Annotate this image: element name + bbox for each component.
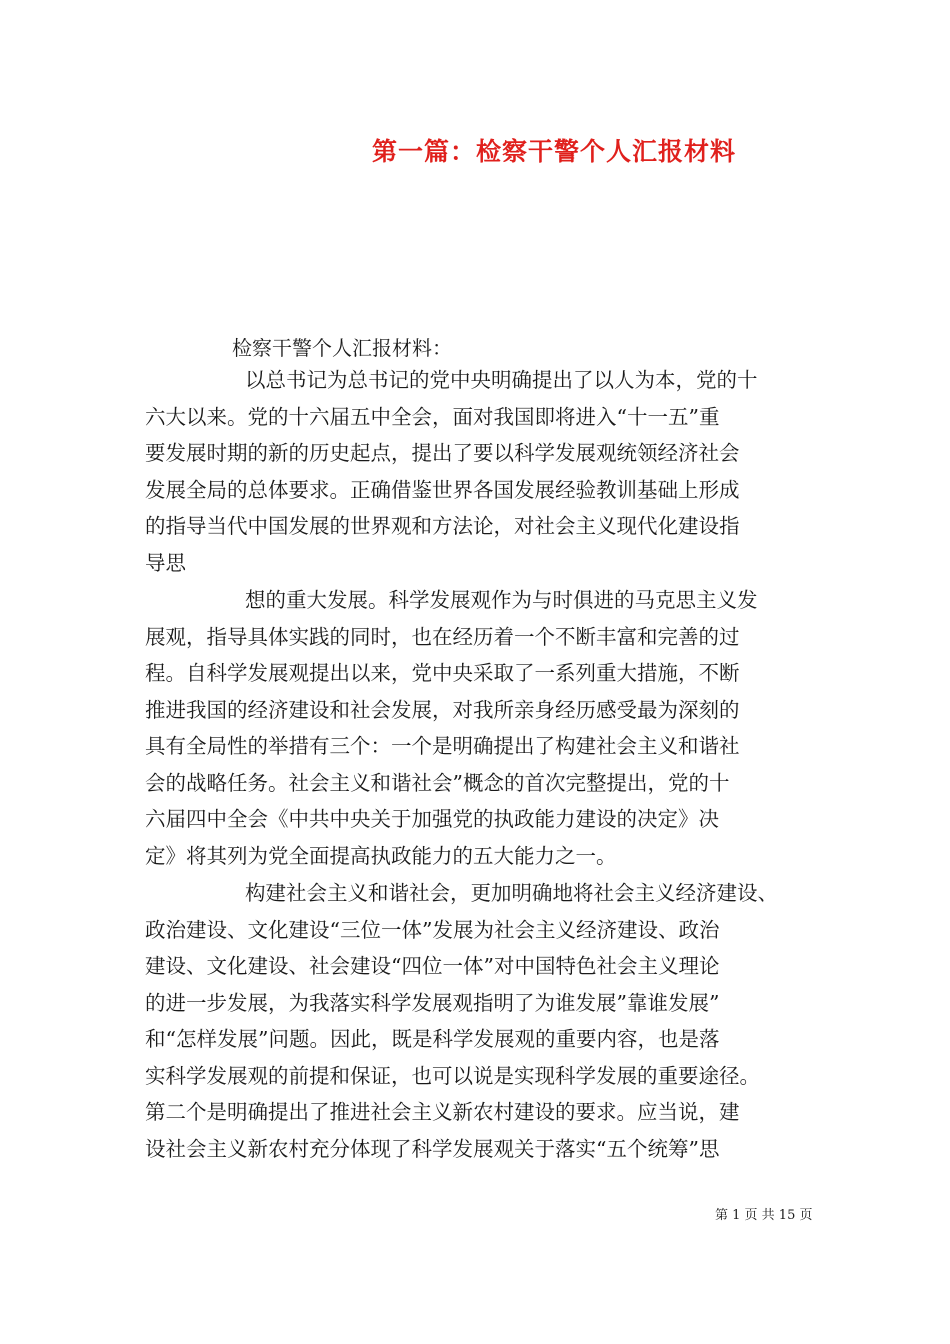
- text-line: 以总书记为总书记的党中央明确提出了以人为本，党的十: [245, 368, 758, 392]
- text-line: 想的重大发展。科学发展观作为与时俱进的马克思主义发: [245, 588, 758, 612]
- paragraph-1: [145, 362, 809, 581]
- text-line: 六大以来。党的十六届五中全会，面对我国即将进入“十一五”重: [145, 404, 720, 429]
- text-line: 和“怎样发展”问题。因此，既是科学发展观的重要内容，也是落: [145, 1027, 720, 1051]
- text-line: 要发展时期的新的历史起点，提出了要以科学发展观统领经济社会: [145, 441, 740, 465]
- paragraph-2: [145, 582, 809, 874]
- text-line: 导思: [145, 550, 186, 575]
- paragraph-3: [145, 875, 809, 1167]
- text-line: 六届四中全会《中共中央关于加强党的执政能力建设的决定》决: [145, 807, 719, 831]
- text-line: 具有全局性的举措有三个：一个是明确提出了构建社会主义和谐社: [145, 734, 740, 758]
- text-line: 的进一步发展，为我落实科学发展观指明了为谁发展”靠谁发展”: [145, 990, 720, 1015]
- text-line: 设社会主义新农村充分体现了科学发展观关于落实“五个统筹”思: [145, 1136, 720, 1161]
- text-line: 的指导当代中国发展的世界观和方法论，对社会主义现代化建设指: [145, 514, 740, 538]
- text-line: 会的战略任务。社会主义和谐社会”概念的首次完整提出，党的十: [145, 770, 730, 795]
- text-line: 构建社会主义和谐社会，更加明确地将社会主义经济建设、: [245, 881, 778, 905]
- text-line: 实科学发展观的前提和保证，也可以说是实现科学发展的重要途径。: [145, 1063, 760, 1088]
- text-line: 推进我国的经济建设和社会发展，对我所亲身经历感受最为深刻的: [145, 697, 740, 722]
- document-title: 第一篇：检察干警个人汇报材料: [372, 137, 737, 166]
- text-line: 发展全局的总体要求。正确借鉴世界各国发展经验教训基础上形成: [145, 477, 740, 502]
- text-line: 定》将其列为党全面提高执政能力的五大能力之一。: [145, 843, 617, 868]
- text-line: 第二个是明确提出了推进社会主义新农村建设的要求。应当说，建: [145, 1100, 740, 1124]
- text-line: 政治建设、文化建设“三位一体”发展为社会主义经济建设、政治: [145, 917, 720, 942]
- text-line: 展观，指导具体实践的同时，也在经历着一个不断丰富和完善的过: [145, 624, 740, 649]
- text-line: 建设、文化建设、社会建设“四位一体”对中国特色社会主义理论: [145, 954, 720, 978]
- page-number: 第 1 页 共 15 页: [715, 1208, 813, 1223]
- text-line: 程。自科学发展观提出以来，党中央采取了一系列重大措施，不断: [145, 661, 740, 685]
- section-heading: 检察干警个人汇报材料：: [232, 336, 452, 360]
